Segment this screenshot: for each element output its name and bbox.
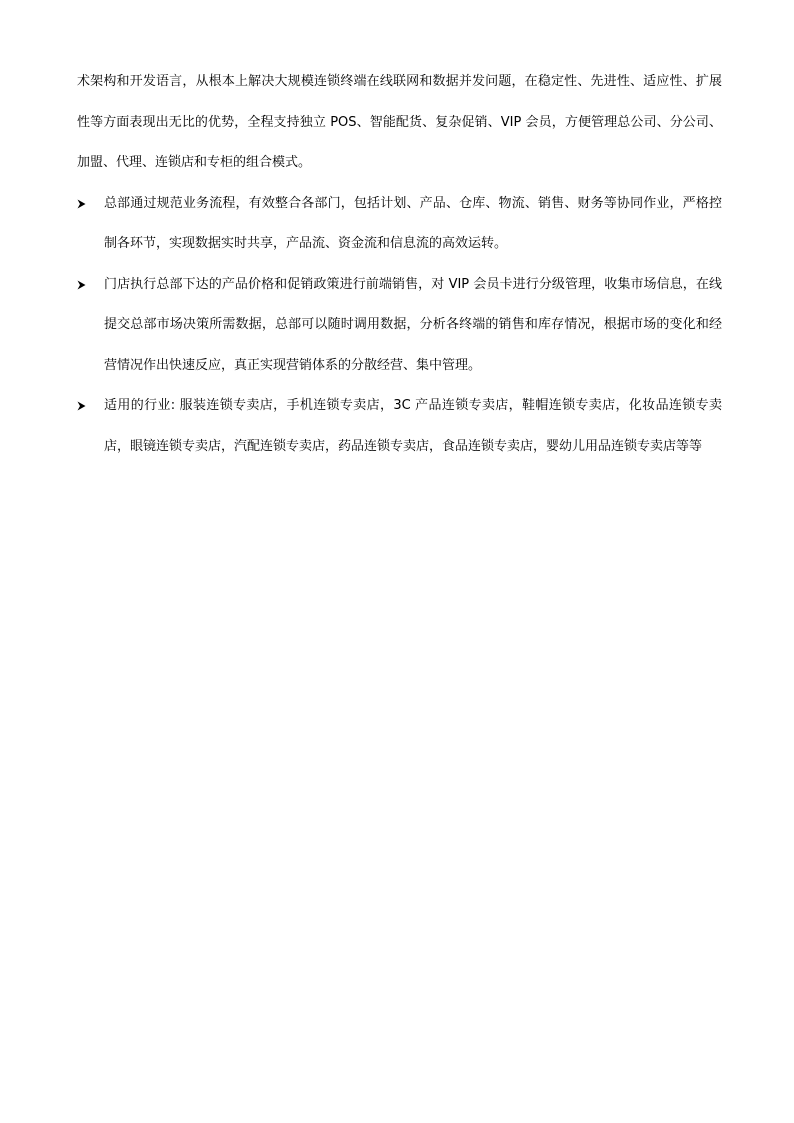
- document-body: [77, 62, 722, 467]
- list-item-text: 门店执行总部下达的产品价格和促销政策进行前端销售，对 VIP 会员卡进行分级管理，收集市场信息，在线提交总部市场决策所需数据，总部可以随时调用数据，分析各终端的销售和库存情况，根据市场的变化和经营情况作出快速反应，真正实现营销体系的分散经营、集中管理。: [104, 276, 722, 373]
- list-item: [77, 184, 722, 265]
- list-item: [77, 386, 722, 467]
- list-item-text: 适用的行业: 服装连锁专卖店，手机连锁专卖店，3C 产品连锁专卖店，鞋帽连锁专卖店，化妆品连锁专卖店，眼镜连锁专卖店，汽配连锁专卖店，药品连锁专卖店，食品连锁专卖店，婴幼儿用品连锁专卖店等等: [104, 398, 722, 454]
- feature-list: [77, 184, 722, 468]
- arrow-bullet-icon: [77, 184, 91, 225]
- list-item: [77, 265, 722, 387]
- arrow-bullet-icon: [77, 265, 91, 306]
- arrow-bullet-icon: [77, 386, 91, 427]
- intro-paragraph: 术架构和开发语言，从根本上解决大规模连锁终端在线联网和数据并发问题，在稳定性、先进性、适应性、扩展性等方面表现出无比的优势，全程支持独立 POS、智能配货、复杂促销、VIP 会员，方便管理总公司、分公司、加盟、代理、连锁店和专柜的组合模式。: [77, 74, 722, 170]
- list-item-text: 总部通过规范业务流程，有效整合各部门，包括计划、产品、仓库、物流、销售、财务等协同作业，严格控制各环节，实现数据实时共享，产品流、资金流和信息流的高效运转。: [104, 195, 722, 251]
